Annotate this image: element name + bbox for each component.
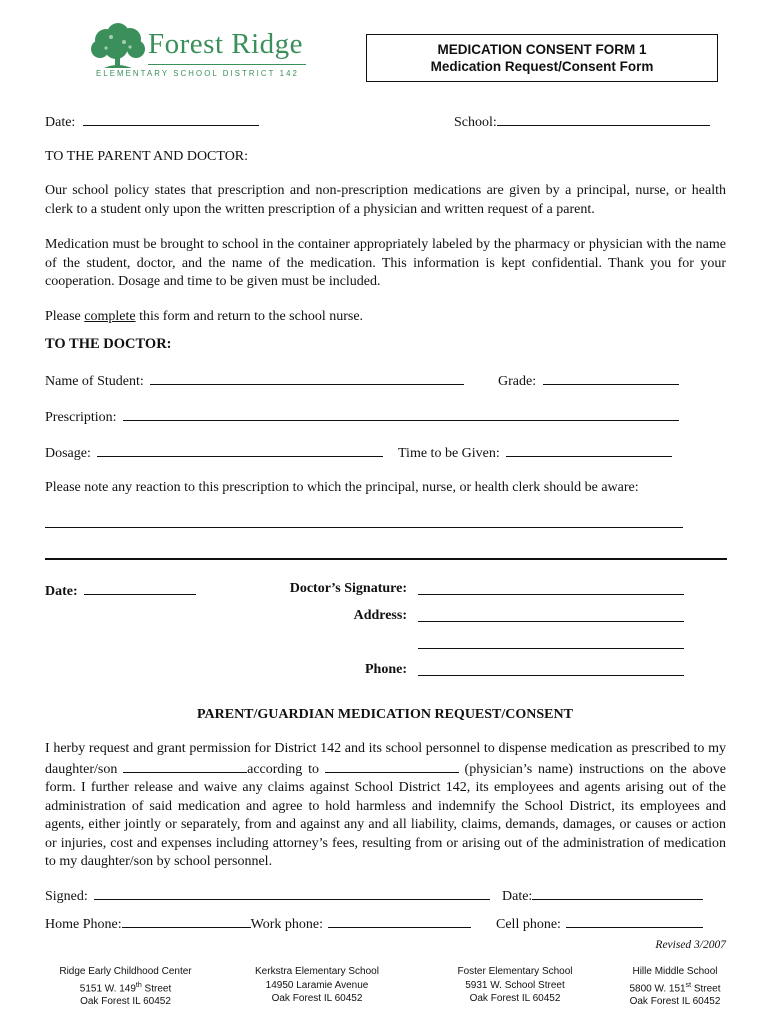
logo-divider — [148, 64, 306, 65]
dosage-label: Dosage: — [45, 446, 91, 461]
medication-paragraph: Medication must be brought to school in the container appropriately labeled by the pharmacy or physician with the name of the student, doctor, and the name of the medication. This information is kept confidential. Thank you for your cooperation. Dosage and time to be given must be included. — [45, 237, 726, 289]
consent-paragraph — [45, 740, 726, 872]
logo-subtitle: ELEMENTARY SCHOOL DISTRICT 142 — [96, 69, 299, 78]
student-name-input[interactable] — [150, 370, 464, 385]
school-city: Oak Forest IL 60452 — [629, 996, 721, 1008]
student-name-field — [45, 370, 464, 391]
reaction-input[interactable] — [45, 527, 683, 528]
child-name-input[interactable] — [123, 759, 247, 773]
footer-school-1 — [58, 965, 193, 1009]
grade-label: Grade: — [498, 374, 537, 389]
physician-name-input[interactable] — [325, 759, 459, 773]
grade-input[interactable] — [543, 370, 679, 385]
doctor-date-label: Date: — [45, 584, 78, 599]
school-city: Oak Forest IL 60452 — [80, 996, 171, 1008]
date-field — [45, 111, 259, 132]
signed-label: Signed: — [45, 889, 88, 904]
consent-text-3: (physician’s name) instructions on the above form. I further release and waive any claims against School District 142, its employees and agents arising out of the administration of said medication and agree to hold harmless and indemnify the School District, its employees and agents, either jointly or separately, from and against any and all liability, claims, demands, damages, or causes or action or injuries, cost and expenses including attorney’s fees, resulting from or arising out of the administration of medication to my daughter/son by school personnel. — [45, 761, 726, 869]
district-logo — [86, 22, 316, 84]
please-text: Please — [45, 309, 85, 324]
school-name: Kerkstra Elementary School — [255, 966, 379, 977]
doctor-date-input[interactable] — [84, 580, 196, 595]
time-given-input[interactable] — [506, 442, 672, 457]
prescription-label: Prescription: — [45, 410, 117, 425]
footer-school-3 — [445, 965, 585, 1006]
school-label: School: — [454, 115, 497, 130]
logo-name: Forest Ridge — [148, 28, 304, 60]
form-title: MEDICATION CONSENT FORM 1 — [437, 42, 647, 57]
doctor-signature-input[interactable] — [418, 594, 684, 595]
signed-input[interactable] — [94, 885, 490, 900]
school-street: 5931 W. School Street — [465, 979, 565, 991]
complete-underlined: complete — [84, 309, 136, 324]
to-parent-doctor-heading: TO THE PARENT AND DOCTOR: — [45, 149, 249, 164]
doctor-signature-label: Doctor’s Signature: — [289, 581, 407, 596]
reaction-note: Please note any reaction to this prescription to which the principal, nurse, or health clerk should be aware: — [45, 480, 639, 495]
revised-date: Revised 3/2007 — [655, 939, 726, 951]
school-field — [454, 111, 710, 132]
home-phone-label: Home Phone: — [45, 917, 122, 932]
parent-consent-heading: PARENT/GUARDIAN MEDICATION REQUEST/CONSENT — [197, 707, 573, 722]
footer-school-4 — [620, 965, 730, 1009]
school-city: Oak Forest IL 60452 — [469, 993, 561, 1004]
dosage-input[interactable] — [97, 442, 383, 457]
school-street: 5800 W. 151st Street — [629, 981, 721, 994]
school-name: Ridge Early Childhood Center — [59, 966, 192, 977]
date-label: Date: — [45, 115, 76, 130]
date-input[interactable] — [83, 111, 259, 126]
address-input-2[interactable] — [418, 648, 684, 649]
return-text: this form and return to the school nurse. — [135, 309, 364, 324]
footer-school-2 — [246, 965, 388, 1006]
time-given-field — [398, 442, 672, 463]
address-input-1[interactable] — [418, 621, 684, 622]
school-name: Hille Middle School — [632, 966, 718, 977]
student-name-label: Name of Student: — [45, 374, 144, 389]
parent-date-field — [502, 885, 703, 906]
consent-text-1: I herby request and grant permission for District 142 and its school personnel to dispense medication as prescribed to my daughter/son — [45, 741, 726, 777]
section-divider — [45, 558, 727, 560]
home-phone-field — [45, 913, 471, 934]
school-city: Oak Forest IL 60452 — [271, 993, 363, 1004]
cell-phone-field — [496, 913, 703, 934]
prescription-field — [45, 406, 679, 427]
phone-input[interactable] — [418, 675, 684, 676]
school-street: 14950 Laramie Avenue — [265, 979, 369, 991]
phone-label: Phone: — [365, 662, 407, 677]
home-phone-input[interactable] — [122, 913, 251, 928]
parent-date-input[interactable] — [532, 885, 703, 900]
work-phone-label: Work phone: — [250, 917, 323, 932]
grade-field — [498, 370, 679, 391]
to-doctor-heading: TO THE DOCTOR: — [45, 336, 172, 352]
dosage-field — [45, 442, 383, 463]
time-given-label: Time to be Given: — [398, 446, 500, 461]
cell-phone-label: Cell phone: — [496, 917, 561, 932]
signed-field — [45, 885, 490, 906]
school-name: Foster Elementary School — [457, 966, 573, 977]
form-subtitle: Medication Request/Consent Form — [430, 59, 654, 74]
cell-phone-input[interactable] — [566, 913, 703, 928]
school-street: 5151 W. 149th Street — [79, 981, 172, 994]
doctor-date-field — [45, 580, 196, 601]
prescription-input[interactable] — [123, 406, 679, 421]
please-complete-line — [45, 308, 363, 326]
form-title-box — [366, 34, 718, 82]
school-input[interactable] — [497, 111, 710, 126]
work-phone-input[interactable] — [328, 913, 471, 928]
address-label: Address: — [353, 608, 407, 623]
policy-paragraph: Our school policy states that prescription and non-prescription medications are given by a principal, nurse, or health clerk to a student only upon the written prescription of a physician and written request of a parent. — [45, 183, 726, 217]
tree-icon — [86, 22, 148, 72]
consent-text-2: according to — [247, 761, 325, 777]
parent-date-label: Date: — [502, 889, 533, 904]
